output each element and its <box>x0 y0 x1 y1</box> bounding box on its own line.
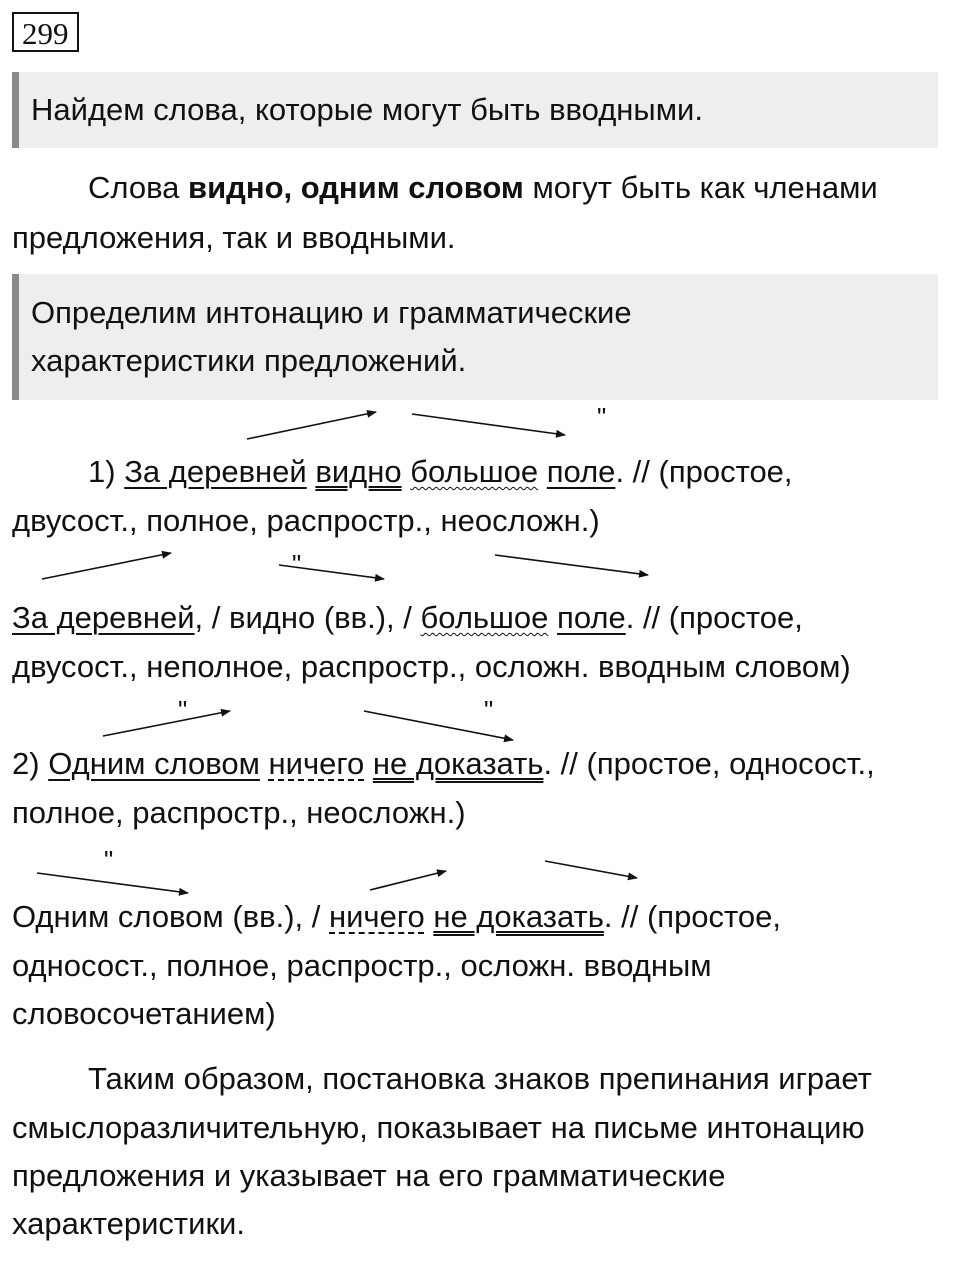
s1-num: 1) <box>88 454 125 489</box>
sentence-2b-line-2: односост., полное, распростр., осложн. вводным <box>12 948 712 983</box>
conclusion-line-1: Таким образом, постановка знаков препинания играет <box>88 1061 872 1096</box>
task-block-1 <box>12 72 938 148</box>
sentence-2b-line-1 <box>12 893 781 941</box>
sentence-2-line-1 <box>12 740 875 788</box>
quote-mark-5: " <box>104 845 114 875</box>
arrow-up <box>370 871 446 890</box>
task2-line-1: Определим интонацию и грамматические <box>31 295 632 330</box>
arrow-down <box>37 873 188 893</box>
arrow-up <box>103 711 230 736</box>
sentence-1-line-1 <box>88 448 793 496</box>
quote-mark-2: " <box>292 549 302 579</box>
quote-mark-3: " <box>178 695 188 725</box>
conclusion-line-3: предложения и указывает на его грамматические <box>12 1158 726 1193</box>
sentence-2b-line-3: словосочетанием) <box>12 996 276 1031</box>
task-block-2 <box>12 274 938 400</box>
sentence-1b-line-1 <box>12 594 803 642</box>
para1-bold: видно, одним словом <box>188 170 524 205</box>
s1-tail: . // (простое, <box>615 454 793 489</box>
arrow-down <box>495 555 648 575</box>
s2-word-1: Одним словом <box>48 746 260 781</box>
paragraph-1-line-2: предложения, так и вводными. <box>12 220 456 255</box>
s1-word-2: видно <box>315 454 402 489</box>
sentence-1-line-2: двусост., полное, распростр., неосложн.) <box>12 503 600 538</box>
sentence-1b-line-2: двусост., неполное, распростр., осложн. вводным словом) <box>12 649 851 684</box>
sentence-2-line-2: полное, распростр., неосложн.) <box>12 795 466 830</box>
arrow-down <box>545 861 637 878</box>
arrow-up <box>247 412 376 439</box>
s2-word-2: ничего <box>268 746 365 781</box>
task2-line-2: характеристики предложений. <box>31 343 467 378</box>
s2b-word-1: ничего <box>329 899 425 934</box>
task-text-1: Найдем слова, которые могут быть вводными. <box>31 92 703 127</box>
s1b-mid: , / видно (вв.), / <box>194 600 421 635</box>
s1-word-3: большое <box>410 454 539 489</box>
s2-num: 2) <box>12 746 49 781</box>
s2b-pre: Одним словом (вв.), / <box>12 899 329 934</box>
s2b-tail: . // (простое, <box>603 899 781 934</box>
s2-word-3: не доказать <box>372 746 544 781</box>
s1b-word-1: За деревней <box>12 600 195 635</box>
s2b-word-2: не доказать <box>433 899 604 934</box>
conclusion-line-4: характеристики. <box>12 1206 245 1241</box>
conclusion-line-2: смыслоразличительную, показывает на письме интонацию <box>12 1110 865 1145</box>
s1b-word-3: поле <box>557 600 626 635</box>
exercise-number: 299 <box>12 12 79 52</box>
s2-tail: . // (простое, односост., <box>543 746 875 781</box>
s1b-tail: . // (простое, <box>625 600 803 635</box>
s1b-word-2: большое <box>420 600 549 635</box>
quote-mark-4: " <box>484 695 494 725</box>
quote-mark-1: " <box>597 402 607 432</box>
arrow-down <box>412 414 565 435</box>
arrow-up <box>42 553 171 579</box>
para1-post: могут быть как членами <box>523 170 878 205</box>
para1-pre: Слова <box>88 170 189 205</box>
paragraph-1-line-1 <box>88 164 878 212</box>
s1-word-4: поле <box>546 454 616 489</box>
s1-word-1: За деревней <box>124 454 307 489</box>
